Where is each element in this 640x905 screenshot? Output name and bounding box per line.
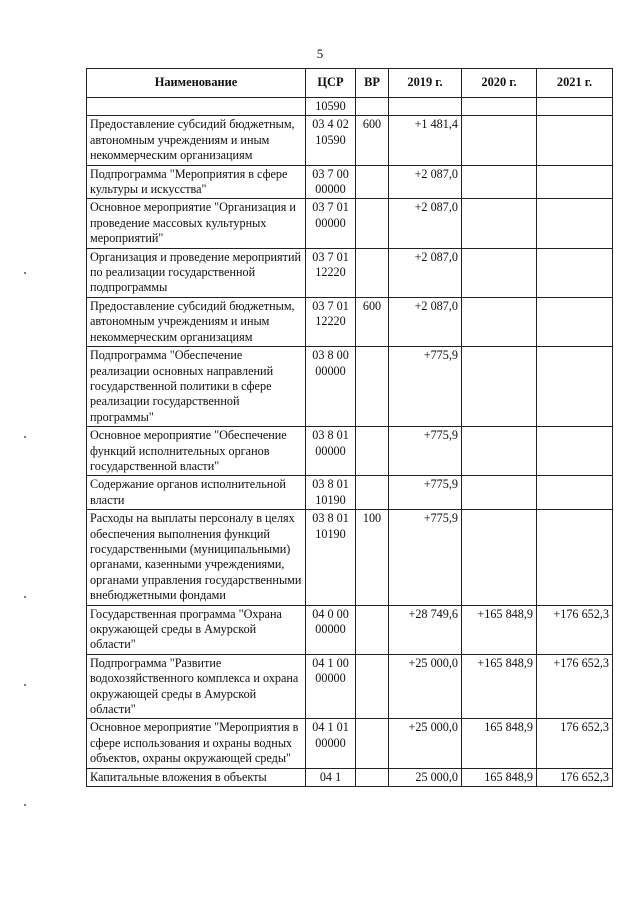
row-csr: 03 7 01 12220 xyxy=(306,248,356,297)
row-name: Основное мероприятие "Мероприятия в сфере использования и охраны водных объектов, охраны окружающей среды" xyxy=(87,719,306,768)
table-header-row xyxy=(87,69,613,98)
table-row xyxy=(87,719,613,768)
header-2021: 2021 г. xyxy=(537,69,613,98)
row-2020 xyxy=(462,476,537,510)
scan-mark xyxy=(24,804,26,806)
row-2019: +25 000,0 xyxy=(389,654,462,719)
row-vr xyxy=(356,199,389,248)
header-vr: ВР xyxy=(356,69,389,98)
row-vr xyxy=(356,719,389,768)
row-name: Подпрограмма "Обеспечение реализации основных направлений государственной политики в сфере реализации государственной программы" xyxy=(87,347,306,427)
row-2021: 176 652,3 xyxy=(537,768,613,786)
scan-mark xyxy=(24,272,26,274)
row-csr: 03 4 02 10590 xyxy=(306,116,356,165)
row-2021 xyxy=(537,248,613,297)
row-2021 xyxy=(537,347,613,427)
row-name: Подпрограмма "Мероприятия в сфере культуры и искусства" xyxy=(87,165,306,199)
row-2021 xyxy=(537,427,613,476)
header-2020: 2020 г. xyxy=(462,69,537,98)
row-csr: 03 8 01 00000 xyxy=(306,427,356,476)
row-vr xyxy=(356,476,389,510)
row-2019 xyxy=(389,98,462,116)
row-2021 xyxy=(537,476,613,510)
table-row xyxy=(87,768,613,786)
row-2019: +28 749,6 xyxy=(389,605,462,654)
row-csr: 03 7 01 00000 xyxy=(306,199,356,248)
row-2021 xyxy=(537,297,613,346)
row-csr: 04 0 00 00000 xyxy=(306,605,356,654)
row-2020 xyxy=(462,98,537,116)
row-vr xyxy=(356,165,389,199)
row-vr: 600 xyxy=(356,297,389,346)
table-row xyxy=(87,347,613,427)
row-2020 xyxy=(462,347,537,427)
row-2021 xyxy=(537,199,613,248)
row-vr: 600 xyxy=(356,116,389,165)
row-2021 xyxy=(537,510,613,605)
row-2021: +176 652,3 xyxy=(537,605,613,654)
row-2020 xyxy=(462,248,537,297)
row-2021: +176 652,3 xyxy=(537,654,613,719)
table-row xyxy=(87,654,613,719)
table-row xyxy=(87,116,613,165)
row-2019: 25 000,0 xyxy=(389,768,462,786)
header-2019: 2019 г. xyxy=(389,69,462,98)
row-2019: +1 481,4 xyxy=(389,116,462,165)
table-row xyxy=(87,248,613,297)
header-csr: ЦСР xyxy=(306,69,356,98)
row-2021 xyxy=(537,98,613,116)
row-name: Расходы на выплаты персоналу в целях обеспечения выполнения функций государственными (муниципальными) органами, казенными учреждениями, органами управления государственными внебюджетными фондами xyxy=(87,510,306,605)
row-2020 xyxy=(462,116,537,165)
table-row xyxy=(87,605,613,654)
row-csr: 03 7 01 12220 xyxy=(306,297,356,346)
row-2021: 176 652,3 xyxy=(537,719,613,768)
row-2020 xyxy=(462,199,537,248)
row-name: Капитальные вложения в объекты xyxy=(87,768,306,786)
row-2019: +2 087,0 xyxy=(389,297,462,346)
scan-mark xyxy=(24,684,26,686)
row-2019: +25 000,0 xyxy=(389,719,462,768)
row-2019: +2 087,0 xyxy=(389,165,462,199)
row-vr xyxy=(356,98,389,116)
row-name: Основное мероприятие "Обеспечение функций исполнительных органов государственной власти" xyxy=(87,427,306,476)
row-2019: +775,9 xyxy=(389,510,462,605)
row-vr xyxy=(356,427,389,476)
row-2019: +775,9 xyxy=(389,427,462,476)
header-name: Наименование xyxy=(87,69,306,98)
row-csr: 03 7 00 00000 xyxy=(306,165,356,199)
row-csr: 04 1 00 00000 xyxy=(306,654,356,719)
table-row xyxy=(87,510,613,605)
table-row xyxy=(87,476,613,510)
row-2021 xyxy=(537,116,613,165)
row-name: Государственная программа "Охрана окружающей среды в Амурской области" xyxy=(87,605,306,654)
row-2019: +2 087,0 xyxy=(389,199,462,248)
row-name: Основное мероприятие "Организация и проведение массовых культурных мероприятий" xyxy=(87,199,306,248)
row-2019: +2 087,0 xyxy=(389,248,462,297)
row-name xyxy=(87,98,306,116)
row-csr: 03 8 01 10190 xyxy=(306,510,356,605)
row-csr: 04 1 01 00000 xyxy=(306,719,356,768)
row-csr: 04 1 xyxy=(306,768,356,786)
scan-mark xyxy=(24,436,26,438)
row-vr xyxy=(356,347,389,427)
budget-table xyxy=(86,68,613,787)
row-csr: 03 8 00 00000 xyxy=(306,347,356,427)
row-2020 xyxy=(462,297,537,346)
row-2020 xyxy=(462,427,537,476)
row-csr: 10590 xyxy=(306,98,356,116)
row-2020: +165 848,9 xyxy=(462,605,537,654)
row-2020: 165 848,9 xyxy=(462,719,537,768)
row-2021 xyxy=(537,165,613,199)
page-number: 5 xyxy=(316,46,324,61)
row-name: Предоставление субсидий бюджетным, автономным учреждениям и иным некоммерческим организациям xyxy=(87,116,306,165)
row-2020 xyxy=(462,165,537,199)
table-row xyxy=(87,165,613,199)
row-vr xyxy=(356,605,389,654)
row-name: Предоставление субсидий бюджетным, автономным учреждениям и иным некоммерческим организациям xyxy=(87,297,306,346)
row-vr xyxy=(356,654,389,719)
table-row xyxy=(87,427,613,476)
row-name: Содержание органов исполнительной власти xyxy=(87,476,306,510)
row-vr xyxy=(356,768,389,786)
row-name: Подпрограмма "Развитие водохозяйственного комплекса и охрана окружающей среды в Амурской области" xyxy=(87,654,306,719)
row-2019: +775,9 xyxy=(389,347,462,427)
row-vr xyxy=(356,248,389,297)
row-csr: 03 8 01 10190 xyxy=(306,476,356,510)
table-row xyxy=(87,297,613,346)
row-name: Организация и проведение мероприятий по реализации государственной подпрограммы xyxy=(87,248,306,297)
row-2020: 165 848,9 xyxy=(462,768,537,786)
row-vr: 100 xyxy=(356,510,389,605)
row-2020: +165 848,9 xyxy=(462,654,537,719)
scan-mark xyxy=(24,596,26,598)
table-row xyxy=(87,98,613,116)
row-2020 xyxy=(462,510,537,605)
table-row xyxy=(87,199,613,248)
row-2019: +775,9 xyxy=(389,476,462,510)
